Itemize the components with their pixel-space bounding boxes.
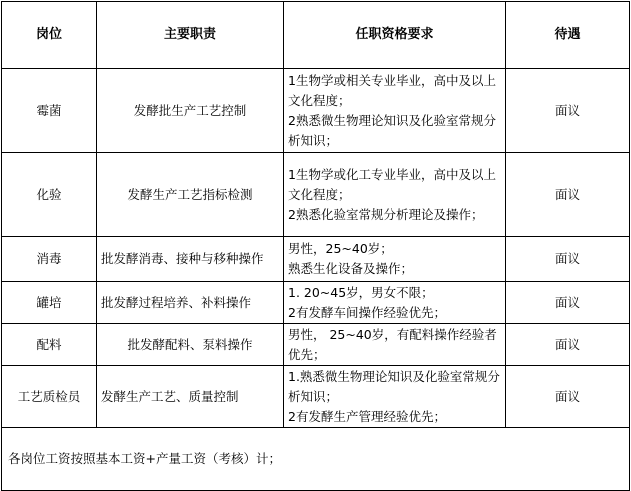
post-cell: 消毒 [2,237,97,282]
pay-cell: 面议 [506,366,630,428]
recruitment-table [1,1,630,491]
requirement-line: 1生物学或化工专业毕业，高中及以上文化程度； [288,166,496,202]
table-row [2,366,630,428]
post-cell: 罐培 [2,282,97,324]
requirement-line: 2熟悉微生物理论知识及化验室常规分析知识； [288,112,496,148]
requirements-cell [284,69,506,153]
requirement-line: 2有发酵生产管理经验优先； [288,408,446,424]
requirements-cell [284,366,506,428]
requirement-line: 2熟悉化验室常规分析理论及操作； [288,206,484,222]
post-cell: 工艺质检员 [2,366,97,428]
duty-cell: 发酵生产工艺、质量控制 [97,366,284,428]
table-row [2,282,630,324]
table-row [2,324,630,366]
header-row [2,2,630,69]
table-row [2,237,630,282]
footer-row [2,428,630,491]
requirements-cell [284,153,506,237]
post-cell: 化验 [2,153,97,237]
duty-cell: 批发酵过程培养、补料操作 [97,282,284,324]
requirement-line: 1. 20~45岁，男女不限； [288,284,434,300]
header-requirements: 任职资格要求 [284,2,506,69]
duty-cell: 批发酵配料、泵料操作 [97,324,284,366]
requirements-cell [284,324,506,366]
pay-cell: 面议 [506,324,630,366]
header-post: 岗位 [2,2,97,69]
pay-cell: 面议 [506,282,630,324]
pay-cell: 面议 [506,69,630,153]
header-pay: 待遇 [506,2,630,69]
requirement-line: 熟悉生化设备及操作； [288,261,414,276]
requirements-cell [284,237,506,282]
post-cell: 霉菌 [2,69,97,153]
header-duty: 主要职责 [97,2,284,69]
pay-cell: 面议 [506,237,630,282]
requirement-line: 男性， 25~40岁，有配料操作经验者优先； [288,326,497,362]
post-cell: 配料 [2,324,97,366]
requirement-line: 1生物学或相关专业毕业，高中及以上文化程度； [288,72,496,108]
pay-cell: 面议 [506,153,630,237]
requirements-cell [284,282,506,324]
requirement-line: 2有发酵车间操作经验优先； [288,304,446,320]
table-row [2,69,630,153]
requirement-line: 男性，25~40岁； [288,241,393,256]
duty-cell: 批发酵消毒、接种与移种操作 [97,237,284,282]
requirement-line: 1.熟悉微生物理论知识及化验室常规分析知识； [288,368,500,404]
duty-cell: 发酵生产工艺指标检测 [97,153,284,237]
table-row [2,153,630,237]
footer-note: 各岗位工资按照基本工资+产量工资（考核）计； [2,428,630,491]
duty-cell: 发酵批生产工艺控制 [97,69,284,153]
